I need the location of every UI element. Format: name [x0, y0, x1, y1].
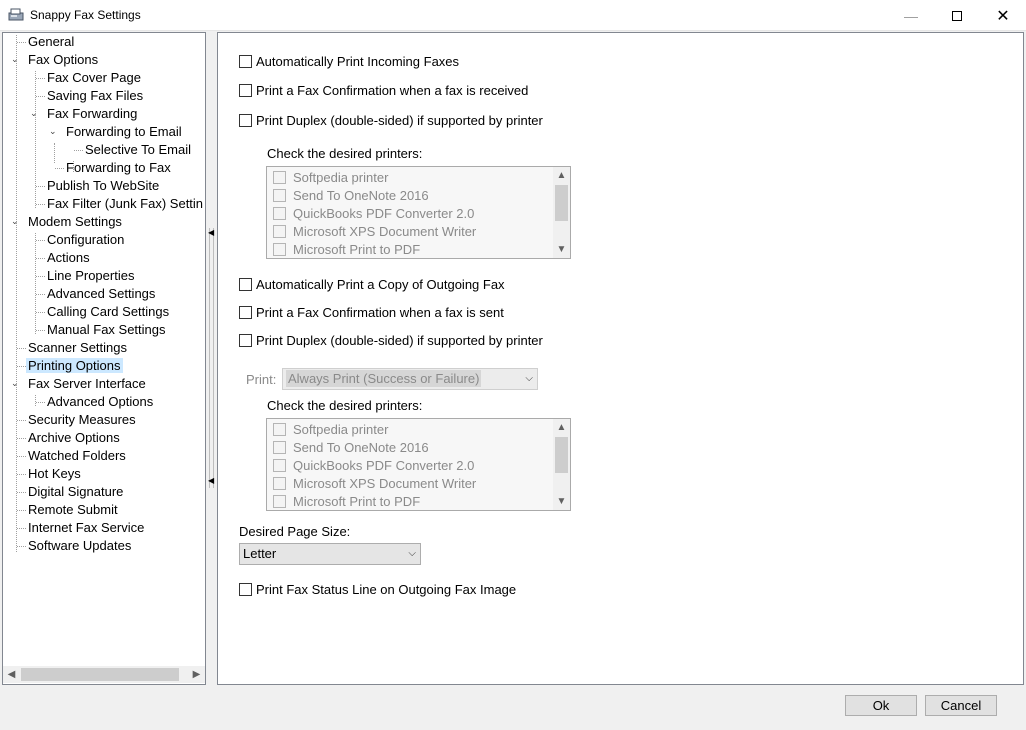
tree-item-fax-options[interactable]: ⌄ Fax Options [11, 52, 99, 67]
scroll-thumb[interactable] [21, 668, 179, 681]
status-line-checkbox[interactable]: Print Fax Status Line on Outgoing Fax Image [239, 580, 516, 598]
ok-button[interactable]: Ok [845, 695, 917, 716]
chevron-down-icon[interactable]: ⌄ [49, 126, 57, 136]
checkbox-box[interactable] [239, 55, 252, 68]
checkbox-box[interactable] [239, 583, 252, 596]
scroll-down-icon[interactable]: ▼ [556, 496, 567, 507]
checkbox-box[interactable] [273, 441, 286, 454]
tree-item-scanner-settings[interactable]: Scanner Settings [17, 339, 129, 357]
tree-item-advanced-settings[interactable]: Advanced Settings [36, 285, 157, 303]
tree-item-software-updates[interactable]: Software Updates [17, 537, 133, 555]
tree-item-fax-forwarding[interactable]: ⌄ Fax Forwarding [30, 106, 138, 121]
scroll-thumb[interactable] [555, 437, 568, 473]
tree-item-modem-settings[interactable]: ⌄ Modem Settings [11, 214, 122, 229]
tree-item-security-measures[interactable]: Security Measures [17, 411, 138, 429]
list-scrollbar[interactable] [553, 167, 570, 258]
checkbox-box[interactable] [273, 225, 286, 238]
list-item[interactable]: Send To OneNote 2016 [273, 186, 429, 204]
maximize-icon[interactable] [934, 0, 980, 31]
tree-item-fax-filter[interactable]: Fax Filter (Junk Fax) Settin [36, 195, 205, 213]
list-item[interactable]: Microsoft XPS Document Writer [273, 222, 476, 240]
scroll-thumb[interactable] [555, 185, 568, 221]
chevron-down-icon[interactable]: ⌄ [30, 108, 38, 118]
tree-item-configuration[interactable]: Configuration [36, 231, 126, 249]
list-item[interactable]: Softpedia printer [273, 420, 388, 438]
outgoing-printers-label: Check the desired printers: [267, 398, 423, 413]
chevron-down-icon[interactable]: ⌄ [11, 378, 19, 388]
tree-item-selective-to-email[interactable]: Selective To Email [74, 141, 193, 159]
tree-item-actions[interactable]: Actions [36, 249, 92, 267]
tree-item-general[interactable]: General [17, 33, 76, 51]
checkbox-box[interactable] [273, 495, 286, 508]
checkbox-box[interactable] [273, 243, 286, 256]
checkbox-box[interactable] [273, 207, 286, 220]
incoming-printer-list[interactable] [266, 166, 571, 259]
chevron-down-icon[interactable]: ⌄ [11, 54, 19, 64]
print-mode-select[interactable]: Always Print (Success or Failure) ⌵ [282, 368, 538, 390]
auto-print-incoming-checkbox[interactable]: Automatically Print Incoming Faxes [239, 52, 459, 70]
scroll-left-icon[interactable]: ◀ [7, 669, 16, 680]
scroll-down-icon[interactable]: ▼ [556, 244, 567, 255]
tree-item-line-properties[interactable]: Line Properties [36, 267, 136, 285]
close-icon[interactable]: ✕ [996, 7, 1010, 25]
list-item[interactable]: Microsoft Print to PDF [273, 240, 420, 258]
chevron-down-icon[interactable]: ⌄ [11, 216, 19, 226]
list-scrollbar[interactable] [553, 419, 570, 510]
page-size-select[interactable]: Letter ⌵ [239, 543, 421, 565]
scroll-right-icon[interactable]: ▶ [192, 669, 201, 680]
splitter-bar[interactable] [209, 228, 214, 488]
list-item[interactable]: QuickBooks PDF Converter 2.0 [273, 204, 474, 222]
checkbox-box[interactable] [239, 334, 252, 347]
tree-item-digital-signature[interactable]: Digital Signature [17, 483, 125, 501]
checkbox-box[interactable] [273, 189, 286, 202]
tree-item-watched-folders[interactable]: Watched Folders [17, 447, 128, 465]
list-item[interactable]: Microsoft Print to PDF [273, 492, 420, 510]
tree-horizontal-scrollbar[interactable] [3, 666, 205, 683]
collapse-left-icon-bottom[interactable]: ◀ [208, 476, 215, 485]
panel-splitter[interactable] [207, 228, 216, 488]
scroll-up-icon[interactable]: ▲ [556, 422, 567, 433]
tree-item-advanced-options[interactable]: Advanced Options [36, 393, 155, 411]
list-item[interactable]: QuickBooks PDF Converter 2.0 [273, 456, 474, 474]
auto-print-outgoing-checkbox[interactable]: Automatically Print a Copy of Outgoing Fax [239, 275, 505, 293]
checkbox-box[interactable] [273, 459, 286, 472]
confirm-sent-checkbox[interactable]: Print a Fax Confirmation when a fax is sent [239, 303, 504, 321]
scroll-up-icon[interactable]: ▲ [556, 170, 567, 181]
checkbox-box[interactable] [239, 278, 252, 291]
list-item[interactable]: Softpedia printer [273, 168, 388, 186]
checkbox-box[interactable] [273, 423, 286, 436]
outgoing-printer-list[interactable] [266, 418, 571, 511]
tree-item-forwarding-to-fax[interactable]: Forwarding to Fax [55, 159, 173, 177]
incoming-printers-label: Check the desired printers: [267, 146, 423, 161]
tree-item-manual-fax-settings[interactable]: Manual Fax Settings [36, 321, 168, 339]
tree-item-hot-keys[interactable]: Hot Keys [17, 465, 83, 483]
printing-options-panel [217, 32, 1024, 685]
checkbox-box[interactable] [273, 171, 286, 184]
minimize-icon[interactable]: — [904, 7, 918, 24]
tree-item-remote-submit[interactable]: Remote Submit [17, 501, 120, 519]
title-bar [0, 0, 1026, 31]
tree-item-forwarding-to-email[interactable]: ⌄ Forwarding to Email [49, 124, 182, 139]
list-item[interactable]: Send To OneNote 2016 [273, 438, 429, 456]
tree-item-internet-fax-service[interactable]: Internet Fax Service [17, 519, 146, 537]
chevron-down-icon: ⌵ [525, 373, 533, 384]
window-title: Snappy Fax Settings [30, 8, 141, 22]
page-size-label: Desired Page Size: [239, 524, 351, 539]
settings-tree[interactable] [2, 32, 206, 685]
checkbox-box[interactable] [273, 477, 286, 490]
tree-item-saving-fax-files[interactable]: Saving Fax Files [36, 87, 145, 105]
cancel-button[interactable]: Cancel [925, 695, 997, 716]
duplex-outgoing-checkbox[interactable]: Print Duplex (double-sided) if supported by printer [239, 331, 543, 349]
tree-item-calling-card-settings[interactable]: Calling Card Settings [36, 303, 171, 321]
fax-machine-icon [8, 8, 24, 22]
collapse-left-icon[interactable]: ◀ [208, 228, 215, 237]
tree-item-archive-options[interactable]: Archive Options [17, 429, 122, 447]
checkbox-box[interactable] [239, 306, 252, 319]
tree-item-publish-to-website[interactable]: Publish To WebSite [36, 177, 161, 195]
tree-item-fax-cover-page[interactable]: Fax Cover Page [36, 69, 143, 87]
tree-item-printing-options[interactable]: Printing Options [17, 357, 123, 375]
checkbox-box[interactable] [239, 114, 252, 127]
checkbox-box[interactable] [239, 84, 252, 97]
list-item[interactable]: Microsoft XPS Document Writer [273, 474, 476, 492]
print-mode-label: Print: [246, 372, 277, 387]
duplex-incoming-checkbox[interactable]: Print Duplex (double-sided) if supported by printer [239, 111, 543, 129]
confirm-received-checkbox[interactable]: Print a Fax Confirmation when a fax is received [239, 81, 528, 99]
chevron-down-icon: ⌵ [408, 548, 416, 559]
tree-item-fax-server-interface[interactable]: ⌄ Fax Server Interface [11, 376, 146, 391]
